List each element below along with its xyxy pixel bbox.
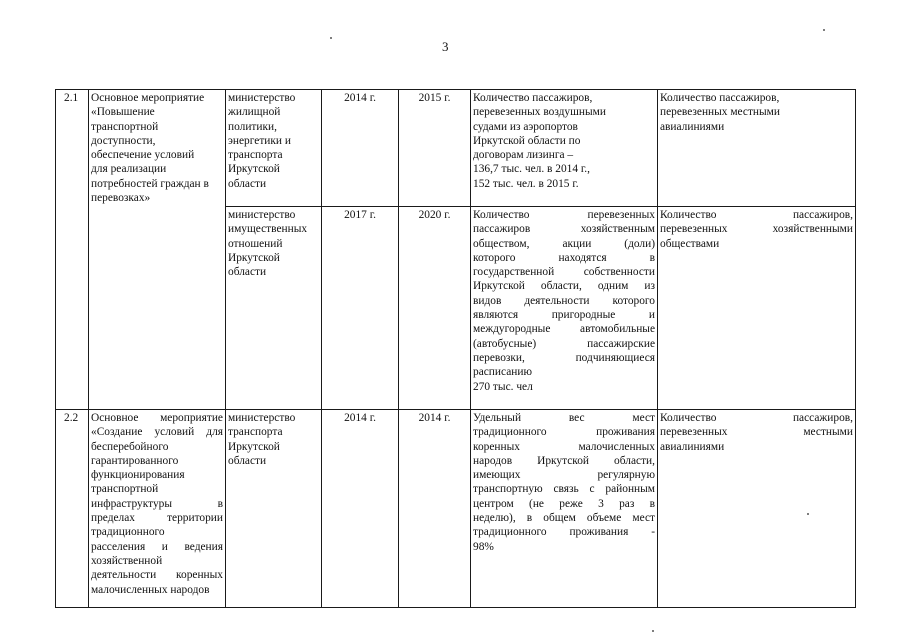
event-line: бесперебойного [91,440,169,453]
row-number: 2.2 [56,410,89,608]
org-line: транспорта [228,149,283,162]
table-row [56,410,856,608]
page-number: 3 [442,39,449,54]
org-line: министерство [228,412,296,424]
result-line: государственной собственности [473,266,655,279]
result-line: традиционного проживания [473,426,655,439]
event-cell [89,90,226,410]
result-line: обществом, акции (доли) [473,237,655,250]
result-cell [471,410,658,608]
result-line: судами из аэропортов [473,120,578,133]
event-line: «Повышение [91,106,155,119]
indicator-line: авиалиниями [660,440,725,453]
result-line: имеющих регулярную [473,469,655,482]
row-number: 2.1 [56,90,89,410]
result-line: расписанию [473,366,532,379]
org-line: энергетики и [228,134,291,147]
event-cell [89,410,226,608]
org-line: отношений [228,237,283,250]
event-line: хозяйственной [91,554,163,567]
scan-speck [807,513,809,515]
result-line: являются пригородные и [473,309,655,322]
event-line: обеспечение условий [91,149,195,162]
result-line: традиционного проживания - [473,526,655,539]
result-line: договорам лизинга – [473,149,574,162]
result-line: 136,7 тыс. чел. в 2014 г., [473,163,590,176]
org-line: имущественных [228,223,308,236]
result-line: перевезенных воздушными [473,106,606,119]
org-line: министерство [228,209,296,221]
org-line: области [228,177,267,190]
org-line: транспорта [228,426,283,439]
indicator-line: Количество пассажиров, [660,92,780,104]
org-line: Иркутской [228,440,280,453]
event-line: Основное мероприятие [91,92,205,104]
result-line: Количество пассажиров, [473,92,593,104]
org-line: области [228,266,267,279]
event-line: «Создание условий для [91,426,223,439]
result-line: коренных малочисленных [473,440,655,453]
start-year-cell: 2017 г. [322,207,399,410]
start-year-cell: 2014 г. [322,90,399,207]
result-line: Иркутской области по [473,134,581,147]
end-year-cell: 2020 г. [399,207,471,410]
indicator-line: авиалиниями [660,120,725,133]
result-line: перевозки, подчиняющиеся [473,351,655,364]
event-line: транспортной [91,483,159,496]
result-cell [471,90,658,207]
indicator-line: Количество пассажиров, [660,412,853,424]
event-line: гарантированного [91,454,179,467]
indicator-line: перевезенных хозяйственными [660,223,853,236]
scan-speck [652,630,654,632]
responsible-cell [226,90,322,207]
indicator-line: перевезенных местными [660,106,780,119]
event-line: инфраструктуры в [91,497,223,510]
indicator-line: перевезенных местными [660,426,853,439]
event-line: малочисленных народов [91,583,210,596]
event-line: функционирования [91,469,185,482]
org-line: политики, [228,120,277,133]
org-line: области [228,454,267,467]
org-line: жилищной [228,106,281,119]
indicator-cell [658,207,856,410]
result-line: транспортную связь с районным [473,483,655,496]
scan-speck [823,29,825,31]
event-line: доступности, [91,134,156,147]
org-line: Иркутской [228,163,280,176]
responsible-cell [226,207,322,410]
end-year-cell: 2014 г. [399,410,471,608]
indicator-cell [658,90,856,207]
org-line: министерство [228,92,296,104]
result-line: народов Иркутской области, [473,454,655,467]
event-line: потребностей граждан в [91,177,209,190]
result-line: 270 тыс. чел [473,380,533,393]
event-line: Основное мероприятие [91,412,223,424]
table-row [56,90,856,207]
indicator-line: обществами [660,237,720,250]
end-year-cell: 2015 г. [399,90,471,207]
result-line: видов деятельности которого [473,294,655,307]
result-line: междугородные автомобильные [473,323,655,336]
indicator-cell [658,410,856,608]
event-line: деятельности коренных [91,569,223,582]
event-line: перевозках» [91,192,151,205]
result-line: центром (не реже 3 раз в [473,497,655,510]
scan-speck [330,37,332,39]
result-line: неделю), в общем объеме мест [473,512,655,525]
responsible-cell [226,410,322,608]
indicator-line: Количество пассажиров, [660,209,853,221]
event-line: для реализации [91,163,167,176]
result-line: Удельный вес мест [473,412,655,424]
result-line: 98% [473,540,494,553]
start-year-cell: 2014 г. [322,410,399,608]
result-cell [471,207,658,410]
result-line: которого находятся в [473,251,655,264]
event-line: пределах территории [91,512,223,525]
event-line: традиционного [91,526,165,539]
result-line: 152 тыс. чел. в 2015 г. [473,177,579,190]
program-table [55,89,856,608]
event-line: транспортной [91,120,159,133]
result-line: (автобусные) пассажирские [473,337,655,350]
event-line: расселения и ведения [91,540,223,553]
result-line: пассажиров хозяйственным [473,223,655,236]
result-line: Количество перевезенных [473,209,655,221]
result-line: Иркутской области, одним из [473,280,655,293]
org-line: Иркутской [228,251,280,264]
